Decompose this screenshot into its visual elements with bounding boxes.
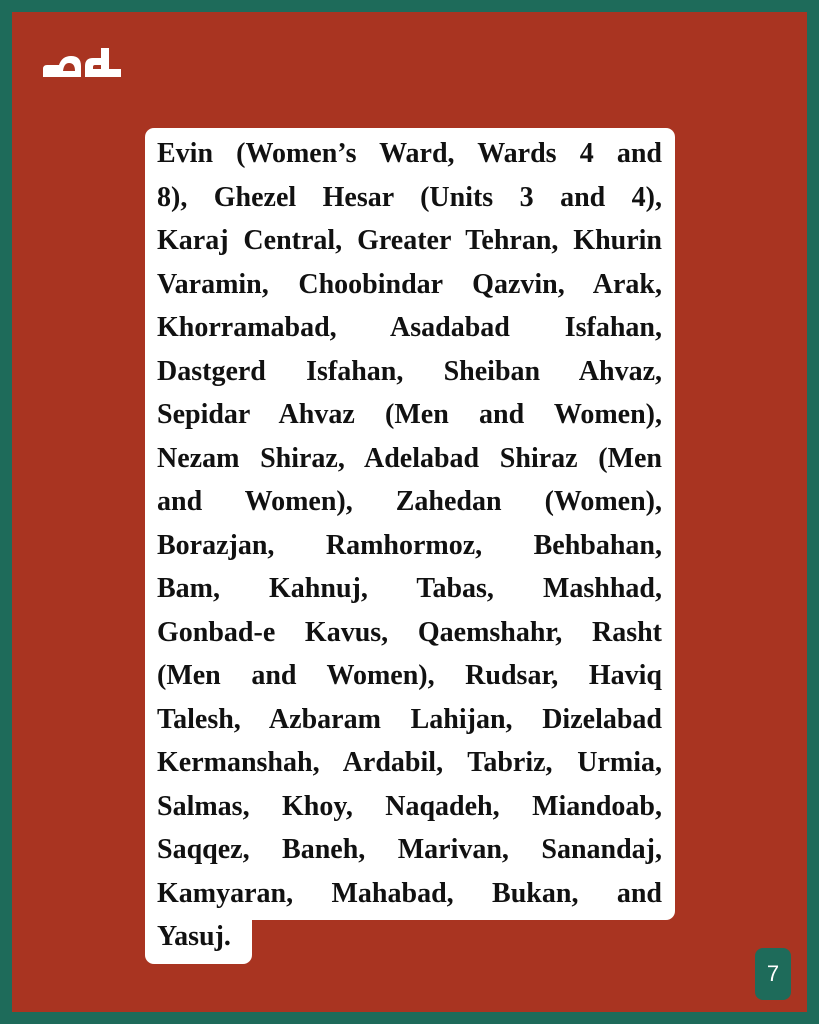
text-line: Evin (Women’s Ward, Wards 4 and (157, 138, 662, 169)
text-line: Sepidar Ahvaz (Men and Women), (157, 399, 662, 430)
text-line: Varamin, Choobindar Qazvin, Arak, (157, 268, 662, 300)
text-line: Talesh, Azbaram Lahijan, Dizelabad (157, 703, 662, 735)
text-line: Kermanshah, Ardabil, Tabriz, Urmia, (157, 747, 662, 778)
brand-logo-icon (41, 44, 123, 80)
text-line: Bam, Kahnuj, Tabas, Mashhad, (157, 573, 662, 604)
text-line: Gonbad-e Kavus, Qaemshahr, Rasht (157, 616, 662, 648)
text-line: Saqqez, Baneh, Marivan, Sanandaj, (157, 834, 662, 865)
text-line: Nezam Shiraz, Adelabad Shiraz (Men (157, 442, 662, 474)
text-line: (Men and Women), Rudsar, Haviq (157, 660, 662, 691)
text-line: 8), Ghezel Hesar (Units 3 and 4), (157, 181, 662, 213)
text-line: and Women), Zahedan (Women), (157, 486, 662, 517)
text-line: Karaj Central, Greater Tehran, Khurin (157, 225, 662, 256)
text-line: Khorramabad, Asadabad Isfahan, (157, 312, 662, 343)
text-line: Kamyaran, Mahabad, Bukan, and (157, 877, 662, 909)
text-line: Borazjan, Ramhormoz, Behbahan, (157, 529, 662, 561)
text-line: Salmas, Khoy, Naqadeh, Miandoab, (157, 790, 662, 822)
text-line: Dastgerd Isfahan, Sheiban Ahvaz, (157, 355, 662, 387)
prison-list-text (157, 132, 662, 959)
text-line: Yasuj. (157, 921, 231, 952)
page-number-badge: 7 (755, 948, 791, 1000)
